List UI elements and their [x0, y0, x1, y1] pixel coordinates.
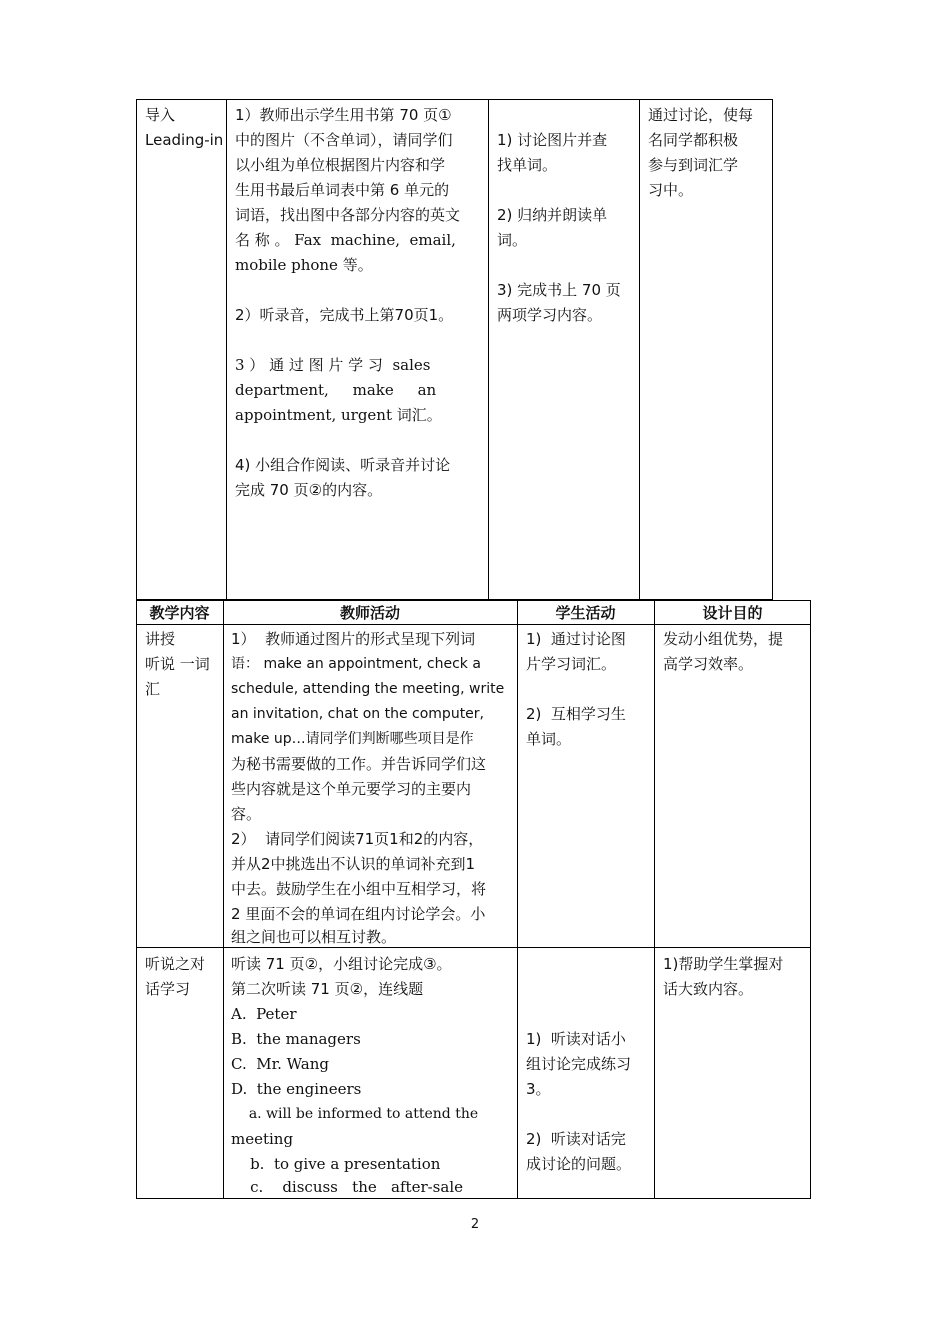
- row2-col2-line: c. discuss the after-sale: [231, 1178, 464, 1196]
- row1-col2-line: 些内容就是这个单元要学习的主要内: [231, 780, 472, 798]
- row1-col2-line: schedule, attending the meeting, write: [231, 681, 505, 697]
- row-divider: [136, 947, 811, 948]
- main-table-divider: [517, 600, 518, 1199]
- top-col3-line: 2) 归纳并朗读单: [497, 206, 608, 224]
- row1-col3-line: 单词。: [526, 730, 572, 748]
- top-col2-line: 4) 小组合作阅读、听录音并讨论: [235, 456, 451, 474]
- header-student-activity: 学生活动: [555, 604, 616, 622]
- row1-col2-line: 并从2中挑选出不认识的单词补充到1: [231, 855, 476, 873]
- row1-col2-line: 语： make an appointment, check a: [231, 656, 481, 672]
- top-col3-line: 词。: [497, 231, 528, 249]
- top-table-divider: [226, 99, 227, 600]
- row2-col2-line: D. the engineers: [231, 1080, 362, 1098]
- row2-col2-line: meeting: [231, 1130, 294, 1148]
- top-col4-line: 名同学都积极: [648, 131, 739, 149]
- row2-col2-line: 第二次听读 71 页②，连线题: [231, 980, 424, 998]
- row2-col3-line: 1) 听读对话小: [526, 1030, 626, 1048]
- top-col4-line: 参与到词汇学: [648, 156, 739, 174]
- top-col2-line: mobile phone 等。: [235, 256, 373, 274]
- row1-col1-line: 汇: [145, 680, 161, 698]
- main-table-divider: [654, 600, 655, 1199]
- row1-col2-line: 1） 教师通过图片的形式呈现下列词: [231, 630, 476, 648]
- row1-col3-line: 2) 互相学习生: [526, 705, 626, 723]
- top-col2-line: 2）听录音，完成书上第70页1。: [235, 306, 454, 324]
- row2-col1-line: 听说之对: [145, 955, 206, 973]
- row1-col2-line: 2 里面不会的单词在组内讨论学会。小: [231, 905, 486, 923]
- top-col3-line: 找单词。: [497, 156, 558, 174]
- row2-col3-line: 组讨论完成练习: [526, 1055, 632, 1073]
- header-teaching-content: 教学内容: [149, 604, 210, 622]
- row2-col3-line: 成讨论的问题。: [526, 1155, 632, 1173]
- top-col2-line: 生用书最后单词表中第 6 单元的: [235, 181, 450, 199]
- row1-col4-line: 发动小组优势，提: [663, 630, 784, 648]
- row1-col2-line: 容。: [231, 805, 262, 823]
- top-col1-line: Leading-in: [145, 131, 224, 149]
- top-col2-line: appointment, urgent 词汇。: [235, 406, 442, 424]
- top-col2-line: 以小组为单位根据图片内容和学: [235, 156, 446, 174]
- top-col2-line: department, make an: [235, 381, 437, 399]
- top-col2-line: 完成 70 页②的内容。: [235, 481, 383, 499]
- page-number: 2: [470, 1217, 480, 1232]
- header-teacher-activity: 教师活动: [339, 604, 400, 622]
- top-col2-line: 名 称 。 Fax machine, email,: [235, 231, 456, 249]
- row1-col2-line: make up…请同学们判断哪些项目是作: [231, 731, 474, 747]
- row1-col4-line: 高学习效率。: [663, 655, 754, 673]
- row1-col1-line: 讲授: [145, 630, 176, 648]
- row1-col2-line: 2） 请同学们阅读71页1和2的内容，: [231, 830, 484, 848]
- top-table-divider: [639, 99, 640, 600]
- top-col4-line: 通过讨论，使每: [648, 106, 754, 124]
- row1-col1-line: 听说 一词: [145, 655, 210, 673]
- top-table-divider: [488, 99, 489, 600]
- row2-col2-line: B. the managers: [231, 1030, 361, 1048]
- header-design-purpose: 设计目的: [702, 604, 763, 622]
- row2-col2-line: A. Peter: [231, 1005, 297, 1023]
- row1-col2-line: an invitation, chat on the computer,: [231, 706, 484, 722]
- top-col2-line: 词语，找出图中各部分内容的英文: [235, 206, 461, 224]
- row2-col3-line: 2) 听读对话完: [526, 1130, 626, 1148]
- row1-col2-line: 组之间也可以相互讨教。: [231, 928, 397, 946]
- row2-col4-line: 1)帮助学生掌握对: [663, 955, 784, 973]
- top-col1-line: 导入: [145, 106, 176, 124]
- top-col3-line: 两项学习内容。: [497, 306, 603, 324]
- row2-col3-line: 3。: [526, 1080, 551, 1098]
- row2-col1-line: 话学习: [145, 980, 191, 998]
- row2-col2-line: b. to give a presentation: [231, 1155, 441, 1173]
- top-col4-line: 习中。: [648, 181, 694, 199]
- top-col2-line: 3 ） 通 过 图 片 学 习 sales: [235, 356, 431, 374]
- row2-col2-line: C. Mr. Wang: [231, 1055, 329, 1073]
- row2-col2-line: 听读 71 页②，小组讨论完成③。: [231, 955, 452, 973]
- row1-col2-line: 为秘书需要做的工作。并告诉同学们这: [231, 755, 487, 773]
- top-col2-line: 中的图片（不含单词），请同学们: [235, 131, 453, 149]
- top-col3-line: 1) 讨论图片并查: [497, 131, 608, 149]
- top-col3-line: 3) 完成书上 70 页: [497, 281, 621, 299]
- row1-col3-line: 1) 通过讨论图: [526, 630, 626, 648]
- row1-col2-line: 中去。鼓励学生在小组中互相学习，将: [231, 880, 487, 898]
- top-col2-line: 1）教师出示学生用书第 70 页①: [235, 106, 452, 124]
- main-table-divider: [223, 600, 224, 1199]
- row1-col3-line: 片学习词汇。: [526, 655, 617, 673]
- row2-col2-line: a. will be informed to attend the: [231, 1106, 479, 1122]
- row2-col4-line: 话大致内容。: [663, 980, 754, 998]
